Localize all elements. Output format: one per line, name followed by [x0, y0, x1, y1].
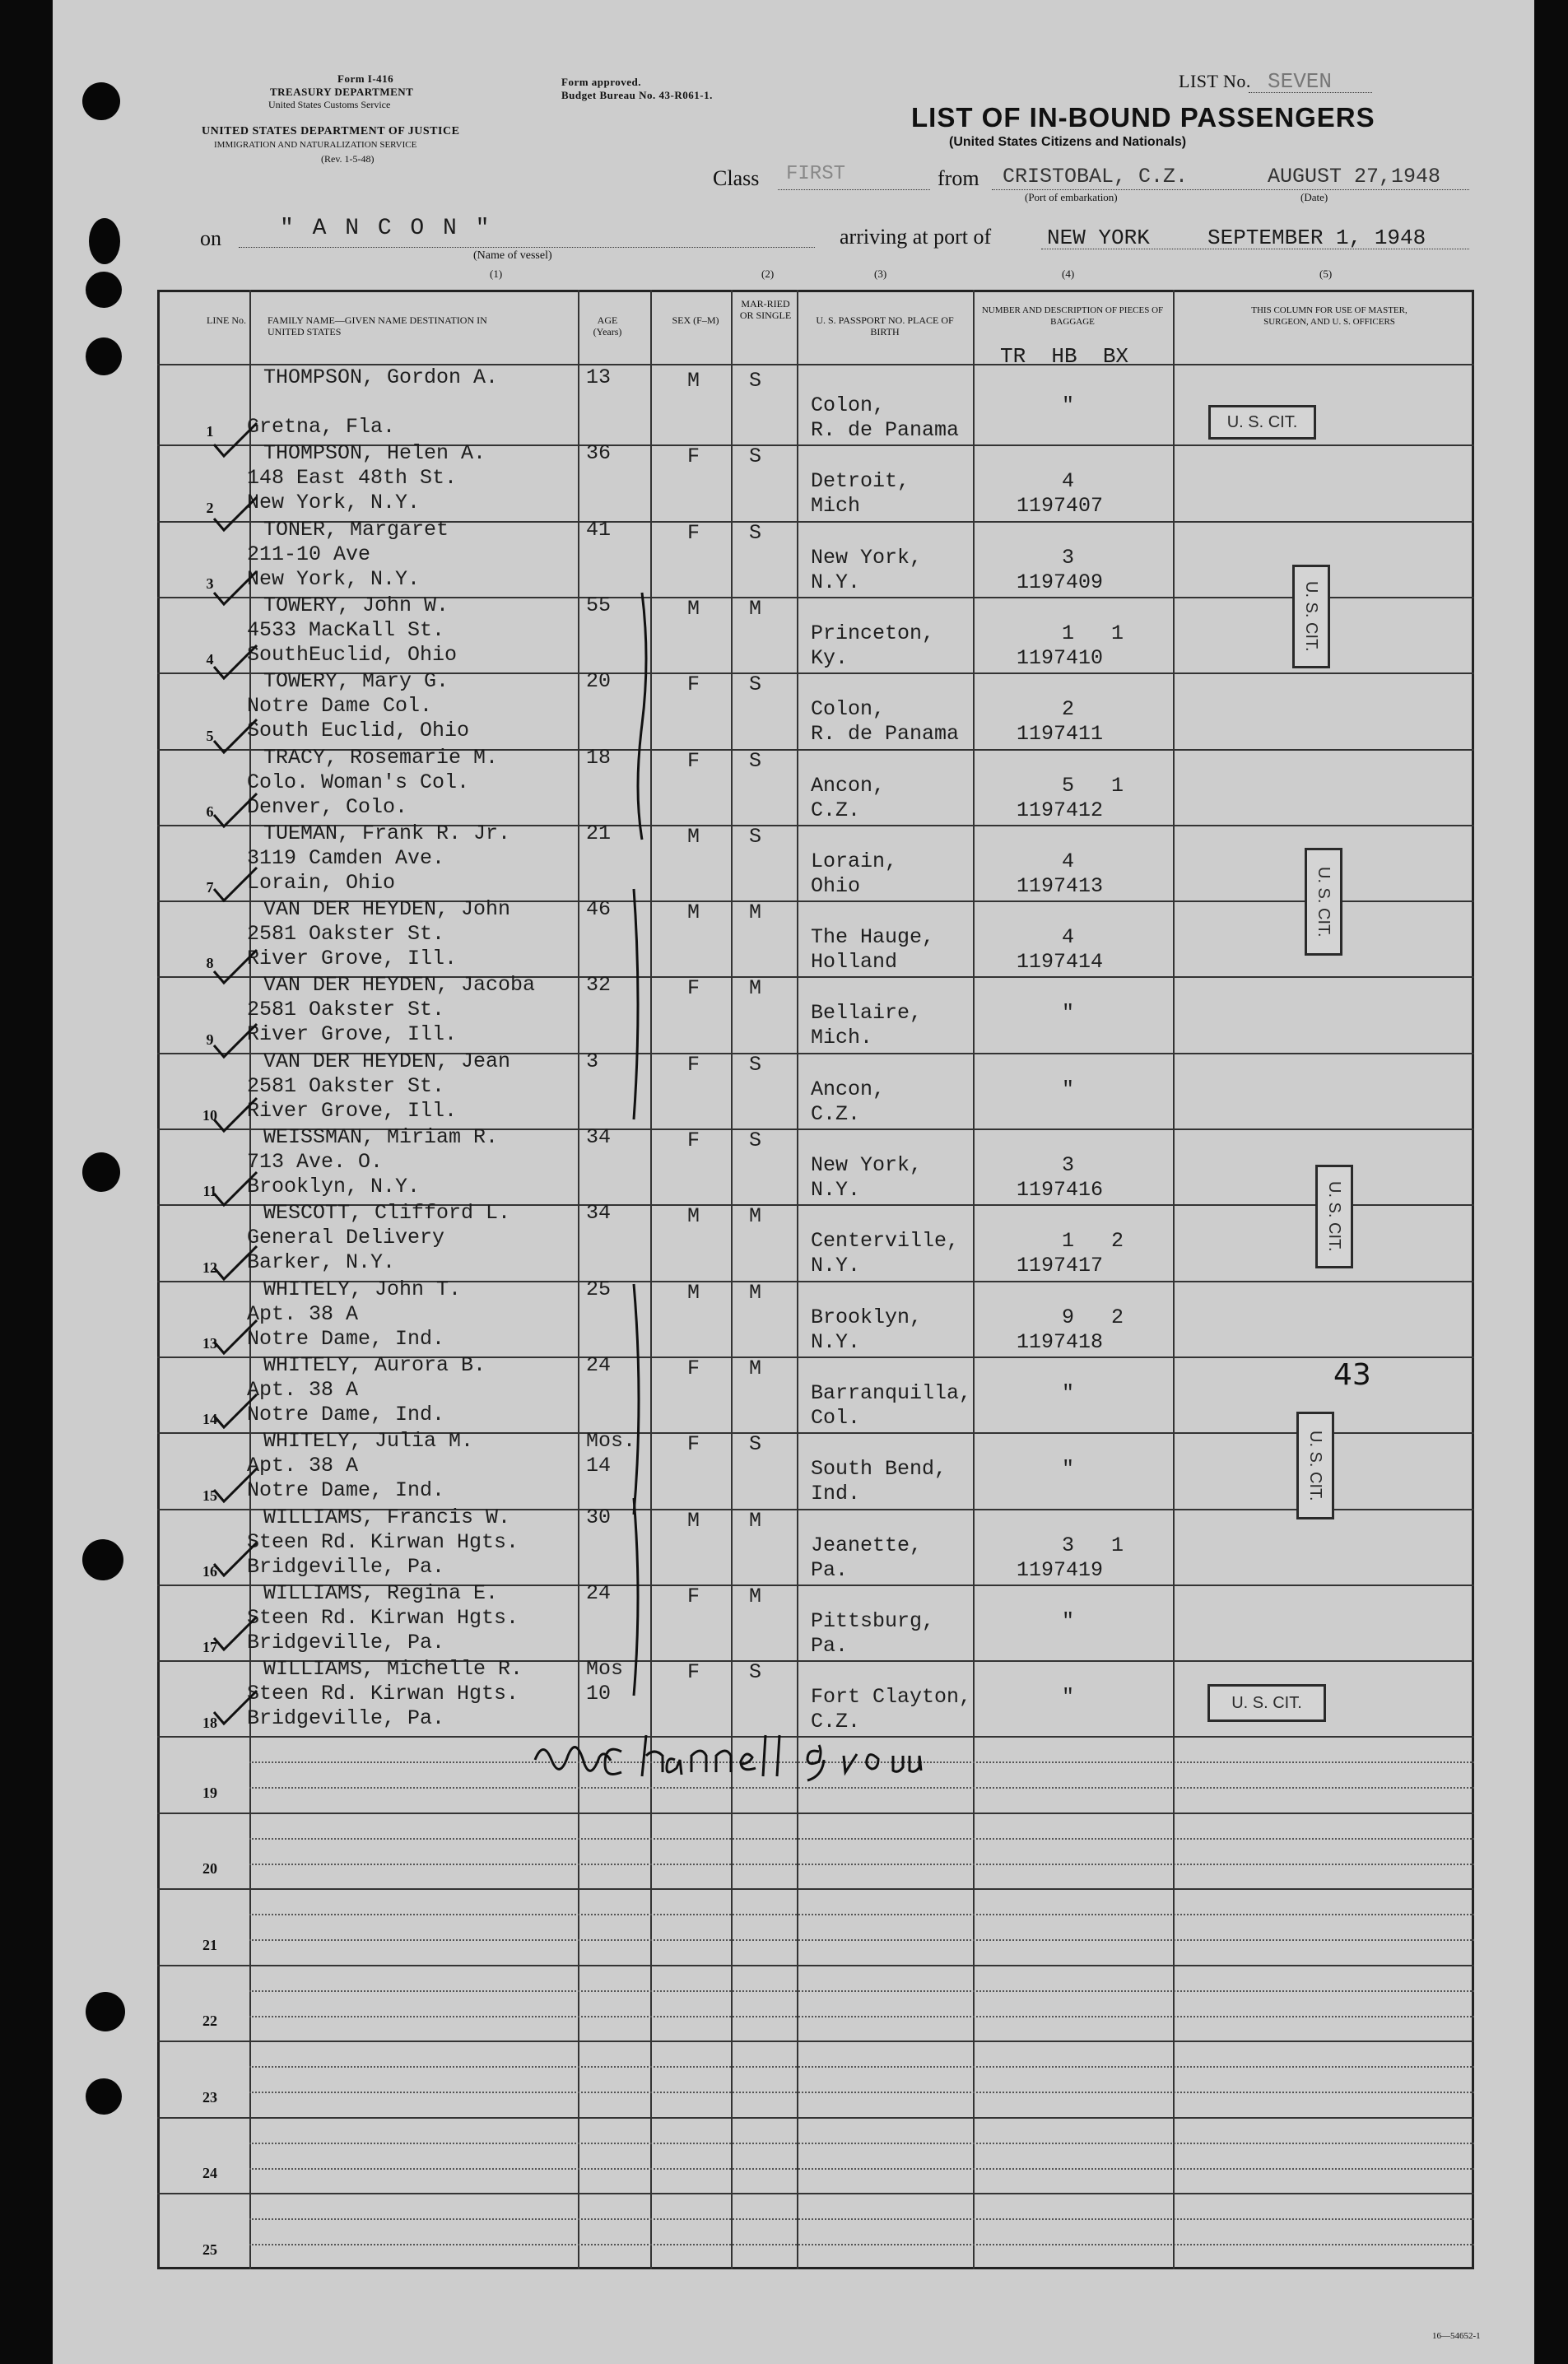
dotted-rule [249, 2143, 1474, 2144]
vessel-caption: (Name of vessel) [473, 249, 552, 262]
passenger-name: WHITELY, John T. [263, 1277, 462, 1301]
birthplace-region: C.Z. [811, 1101, 861, 1126]
line-number: 1 [206, 423, 214, 440]
baggage-count: 3 [1062, 1153, 1075, 1177]
passenger-destination: Lorain, Ohio [247, 870, 396, 895]
dotted-rule [249, 1864, 1474, 1865]
list-no-value: SEVEN [1268, 69, 1333, 94]
line-number: 8 [206, 955, 214, 972]
baggage-count: 1 2 [1062, 1229, 1124, 1254]
birthplace-city: Colon, [811, 393, 886, 417]
row-divider [157, 1888, 1474, 1890]
birthplace-region: Col. [811, 1405, 861, 1430]
passenger-sex: F [687, 976, 700, 1001]
birthplace-city: Fort Clayton, [811, 1685, 972, 1710]
line-number: 19 [202, 1784, 217, 1801]
passenger-sex: F [687, 1356, 700, 1380]
birthplace-city: New York, [811, 545, 923, 570]
passenger-address: 3119 Camden Ave. [247, 845, 445, 870]
binder-hole [89, 218, 120, 264]
marital-status: S [749, 1432, 762, 1457]
page-subtitle: (United States Citizens and Nationals) [949, 135, 1187, 149]
passenger-age: 20 [586, 669, 612, 694]
dotted-rule [249, 1990, 1474, 1992]
line-number: 16 [202, 1562, 217, 1580]
class-value: FIRST [786, 163, 846, 185]
passenger-name: VAN DER HEYDEN, John [263, 897, 511, 922]
passenger-sex: M [687, 1280, 700, 1305]
birthplace-city: New York, [811, 1153, 923, 1177]
passenger-destination: New York, N.Y. [247, 491, 421, 515]
binder-hole [86, 272, 122, 308]
passenger-name: THOMPSON, Gordon A. [263, 365, 499, 389]
passport-number: 1197410 [1017, 645, 1104, 670]
column-divider [1173, 290, 1175, 2269]
col-num-3: (3) [874, 268, 887, 280]
birthplace-city: Colon, [811, 697, 886, 722]
passenger-destination: Bridgeville, Pa. [247, 1554, 445, 1579]
passenger-sex: F [687, 1052, 700, 1077]
form-number: Form I-416 [337, 72, 394, 85]
baggage-count: " [1062, 393, 1075, 417]
binder-hole [82, 1539, 123, 1580]
birthplace-city: Ancon, [811, 773, 886, 798]
revision: (Rev. 1-5-48) [321, 153, 375, 165]
dotted-line [1249, 92, 1372, 93]
passenger-address: 211-10 Ave [247, 542, 371, 566]
passenger-destination: SouthEuclid, Ohio [247, 642, 458, 667]
passenger-address: Steen Rd. Kirwan Hgts. [247, 1605, 519, 1630]
passenger-address: Apt. 38 A [247, 1301, 359, 1326]
baggage-count: 1 1 [1062, 621, 1124, 645]
baggage-count: 3 [1062, 545, 1075, 570]
passenger-sex: F [687, 520, 700, 545]
birthplace-region: C.Z. [811, 798, 861, 822]
marital-status: M [749, 1584, 762, 1608]
passenger-destination: South Euclid, Ohio [247, 719, 470, 743]
passenger-sex: F [687, 1432, 700, 1457]
col-header-sex: SEX (F–M) [672, 314, 719, 326]
on-label: on [200, 226, 221, 250]
us-cit-stamp: U. S. CIT. [1296, 1412, 1334, 1519]
col-num-1: (1) [490, 268, 503, 280]
baggage-count: 3 1 [1062, 1533, 1124, 1557]
line-number: 9 [206, 1031, 214, 1048]
passenger-name: WILLIAMS, Michelle R. [263, 1657, 523, 1682]
birthplace-city: Barranquilla, [811, 1380, 972, 1405]
line-number: 12 [202, 1259, 217, 1276]
us-cit-stamp: U. S. CIT. [1315, 1165, 1353, 1268]
birthplace-city: South Bend, [811, 1457, 947, 1482]
budget-bureau: Budget Bureau No. 43-R061-1. [561, 89, 713, 101]
form-approved: Form approved. [561, 76, 642, 88]
marital-status: M [749, 1204, 762, 1229]
marital-status: S [749, 369, 762, 393]
line-number: 11 [202, 1183, 217, 1200]
passenger-address: Notre Dame Col. [247, 694, 433, 719]
us-cit-stamp: U. S. CIT. [1208, 405, 1316, 440]
passenger-age: 24 [586, 1352, 612, 1377]
baggage-count: 9 2 [1062, 1305, 1124, 1329]
passport-number: 1197417 [1017, 1254, 1104, 1278]
passenger-address: 713 Ave. O. [247, 1150, 384, 1174]
port-of-embarkation: CRISTOBAL, C.Z. [1003, 165, 1189, 188]
dotted-rule [249, 2218, 1474, 2220]
birthplace-region: Ohio [811, 873, 861, 898]
marital-status: S [749, 520, 762, 545]
marital-status: S [749, 748, 762, 773]
column-divider [797, 290, 798, 2269]
passenger-age: 18 [586, 745, 612, 770]
marital-status: S [749, 1052, 762, 1077]
passenger-destination: Bridgeville, Pa. [247, 1630, 445, 1654]
passenger-age: 24 [586, 1580, 612, 1605]
baggage-count: 4 [1062, 849, 1075, 873]
passenger-name: TRACY, Rosemarie M. [263, 745, 499, 770]
passenger-name: TOWERY, Mary G. [263, 669, 449, 694]
dotted-rule [249, 2092, 1474, 2093]
passenger-sex: M [687, 596, 700, 621]
handwritten-count: 43 [1333, 1358, 1371, 1392]
col-header-age: AGE (Years) [593, 314, 622, 337]
dotted-rule [249, 2168, 1474, 2170]
passenger-age: 30 [586, 1505, 612, 1529]
baggage-count: " [1062, 1001, 1075, 1026]
binder-hole [82, 82, 120, 120]
dotted-rule [249, 2244, 1474, 2245]
passenger-name: WESCOTT, Clifford L. [263, 1201, 511, 1226]
passenger-destination: Denver, Colo. [247, 794, 408, 819]
handwritten-signature [531, 1727, 1025, 1785]
baggage-count: " [1062, 1685, 1075, 1710]
birthplace-city: Brooklyn, [811, 1305, 923, 1329]
passenger-age: 34 [586, 1201, 612, 1226]
birthplace-region: N.Y. [811, 1329, 861, 1354]
passenger-destination: Notre Dame, Ind. [247, 1402, 445, 1426]
marital-status: S [749, 824, 762, 849]
baggage-count: " [1062, 1077, 1075, 1101]
birthplace-region: R. de Panama [811, 722, 960, 747]
dotted-rule [249, 2016, 1474, 2017]
line-number: 22 [202, 2013, 217, 2030]
row-divider [157, 1965, 1474, 1966]
col-num-2: (2) [761, 268, 775, 280]
line-number: 15 [202, 1487, 217, 1504]
col-header-passport: U. S. PASSPORT NO. PLACE OF BIRTH [816, 314, 954, 337]
dotted-rule [249, 1787, 1474, 1789]
passenger-address: 2581 Oakster St. [247, 1073, 445, 1098]
line-number: 23 [202, 2088, 217, 2106]
passenger-age: 36 [586, 441, 612, 466]
passenger-address: 4533 MacKall St. [247, 617, 445, 642]
passenger-name: WHITELY, Aurora B. [263, 1352, 486, 1377]
marital-status: M [749, 1508, 762, 1533]
line-number: 2 [206, 499, 214, 516]
passenger-age: 13 [586, 365, 612, 389]
birthplace-region: N.Y. [811, 1178, 861, 1202]
page-title: LIST OF IN-BOUND PASSENGERS [911, 102, 1375, 133]
vessel-name: " A N C O N " [280, 216, 492, 241]
birthplace-city: Princeton, [811, 621, 935, 645]
passenger-age: 21 [586, 821, 612, 845]
passenger-age: Mos. 14 [586, 1429, 636, 1478]
birthplace-city: Lorain, [811, 849, 898, 873]
class-label: Class [713, 166, 760, 190]
col-header-line: LINE No. [207, 314, 246, 326]
passenger-address: General Delivery [247, 1226, 445, 1250]
marital-status: S [749, 1128, 762, 1152]
port-caption: (Port of embarkation) [1025, 191, 1118, 203]
line-number: 25 [202, 2241, 217, 2258]
passport-number: 1197409 [1017, 570, 1104, 594]
passenger-name: TOWERY, John W. [263, 593, 449, 617]
from-label: from [938, 166, 979, 190]
passenger-name: WEISSMAN, Miriam R. [263, 1125, 499, 1149]
passenger-destination: Notre Dame, Ind. [247, 1326, 445, 1351]
line-number: 18 [202, 1715, 217, 1732]
passenger-sex: M [687, 1204, 700, 1229]
passenger-address: Steen Rd. Kirwan Hgts. [247, 1682, 519, 1706]
passenger-sex: F [687, 1128, 700, 1152]
birthplace-region: Mich. [811, 1026, 873, 1050]
passenger-address: Apt. 38 A [247, 1377, 359, 1402]
baggage-subheader: TR HB BX [1000, 344, 1129, 369]
justice-department: UNITED STATES DEPARTMENT OF JUSTICE [202, 125, 460, 137]
birthplace-city: Jeanette, [811, 1533, 923, 1557]
baggage-count: " [1062, 1608, 1075, 1633]
passenger-address: 2581 Oakster St. [247, 998, 445, 1022]
birthplace-region: Holland [811, 950, 898, 975]
treasury-department: TREASURY DEPARTMENT [270, 86, 414, 98]
col-num-4: (4) [1062, 268, 1075, 280]
passenger-sex: F [687, 672, 700, 697]
dotted-line [992, 189, 1469, 190]
passenger-destination: Bridgeville, Pa. [247, 1706, 445, 1731]
line-number: 10 [202, 1107, 217, 1124]
baggage-count: 4 [1062, 925, 1075, 950]
passport-number: 1197416 [1017, 1178, 1104, 1202]
baggage-count: " [1062, 1380, 1075, 1405]
passenger-name: THOMPSON, Helen A. [263, 441, 486, 466]
birthplace-region: Ind. [811, 1482, 861, 1506]
dotted-rule [249, 1939, 1474, 1941]
col-header-married: MAR-RIED OR SINGLE [739, 298, 792, 321]
line-number: 5 [206, 727, 214, 744]
dotted-rule [249, 2066, 1474, 2068]
marital-status: M [749, 1280, 762, 1305]
arrival-port: NEW YORK [1047, 226, 1150, 250]
line-number: 4 [206, 651, 214, 668]
passport-number: 1197418 [1017, 1329, 1104, 1354]
baggage-count: " [1062, 1457, 1075, 1482]
passport-number: 1197411 [1017, 722, 1104, 747]
marital-status: M [749, 1356, 762, 1380]
marital-status: S [749, 672, 762, 697]
col-header-name: FAMILY NAME—GIVEN NAME DESTINATION IN UNITED STATES [268, 314, 487, 337]
line-number: 7 [206, 879, 214, 896]
handwritten-checkmarks [198, 395, 272, 1761]
birthplace-region: C.Z. [811, 1710, 861, 1734]
marital-status: M [749, 900, 762, 925]
passenger-age: Mos 10 [586, 1657, 624, 1706]
birthplace-region: N.Y. [811, 570, 861, 594]
line-number: 20 [202, 1860, 217, 1878]
passenger-address: Steen Rd. Kirwan Hgts. [247, 1529, 519, 1554]
passenger-age: 32 [586, 973, 612, 998]
passenger-destination: Brooklyn, N.Y. [247, 1175, 421, 1198]
baggage-count: 4 [1062, 469, 1075, 494]
birthplace-region: Pa. [811, 1633, 849, 1658]
passenger-name: VAN DER HEYDEN, Jacoba [263, 973, 536, 998]
passenger-sex: M [687, 369, 700, 393]
passenger-sex: F [687, 1584, 700, 1608]
line-number: 24 [202, 2165, 217, 2182]
passport-number: 1197413 [1017, 873, 1104, 898]
col-header-baggage: NUMBER AND DESCRIPTION OF PIECES OF BAGGAGE [981, 305, 1164, 327]
passenger-sex: F [687, 748, 700, 773]
us-cit-stamp: U. S. CIT. [1305, 848, 1342, 956]
passenger-address: Colo. Woman's Col. [247, 770, 470, 794]
col-num-5: (5) [1319, 268, 1333, 280]
passenger-destination: River Grove, Ill. [247, 947, 458, 971]
passport-number: 1197412 [1017, 798, 1104, 822]
passenger-address: 2581 Oakster St. [247, 922, 445, 947]
line-number: 6 [206, 803, 214, 820]
marital-status: M [749, 596, 762, 621]
binder-hole [86, 1992, 125, 2031]
birthplace-city: Centerville, [811, 1229, 960, 1254]
arrival-date: SEPTEMBER 1, 1948 [1207, 226, 1426, 250]
line-number: 13 [202, 1334, 217, 1352]
passenger-destination: Gretna, Fla. [247, 415, 396, 439]
column-divider [973, 290, 975, 2269]
birthplace-city: Ancon, [811, 1077, 886, 1101]
us-cit-stamp: U. S. CIT. [1207, 1684, 1326, 1722]
passenger-sex: F [687, 444, 700, 469]
passenger-destination: River Grove, Ill. [247, 1022, 458, 1047]
passenger-sex: M [687, 900, 700, 925]
birthplace-region: R. de Panama [811, 418, 960, 442]
column-divider [578, 290, 579, 2269]
embarkation-date: AUGUST 27,1948 [1268, 165, 1441, 188]
passenger-destination: New York, N.Y. [247, 566, 421, 591]
passport-number: 1197414 [1017, 950, 1104, 975]
row-divider [157, 2041, 1474, 2042]
line-number: 14 [202, 1411, 217, 1428]
passenger-sex: M [687, 1508, 700, 1533]
passport-number: 1197419 [1017, 1557, 1104, 1582]
line-number: 17 [202, 1639, 217, 1656]
birthplace-city: Detroit, [811, 469, 910, 494]
row-divider [157, 2117, 1474, 2119]
dotted-line [239, 247, 815, 248]
passenger-destination: Barker, N.Y. [247, 1250, 396, 1275]
marital-status: M [749, 976, 762, 1001]
row-divider [157, 2193, 1474, 2194]
passenger-name: VAN DER HEYDEN, Jean [263, 1049, 511, 1073]
ins-service: IMMIGRATION AND NATURALIZATION SERVICE [214, 140, 417, 150]
passport-number: 1197407 [1017, 494, 1104, 519]
passenger-name: TONER, Margaret [263, 517, 449, 542]
dotted-rule [249, 1914, 1474, 1915]
birthplace-region: Mich [811, 494, 861, 519]
passenger-age: 25 [586, 1277, 612, 1301]
dotted-line [778, 189, 930, 190]
birthplace-region: Pa. [811, 1557, 849, 1582]
passenger-address: 148 East 48th St. [247, 466, 458, 491]
birthplace-city: The Hauge, [811, 925, 935, 950]
print-code: 16—54652-1 [1432, 2331, 1481, 2341]
handwritten-brackets [626, 576, 741, 1729]
passenger-age: 41 [586, 517, 612, 542]
dotted-rule [249, 1838, 1474, 1840]
passenger-age: 55 [586, 593, 612, 617]
passenger-destination: Notre Dame, Ind. [247, 1478, 445, 1503]
passenger-age: 46 [586, 897, 612, 922]
baggage-count: 5 1 [1062, 773, 1124, 798]
col-header-officers: THIS COLUMN FOR USE OF MASTER, SURGEON, AND U. S. OFFICERS [1251, 305, 1407, 327]
passenger-name: WILLIAMS, Francis W. [263, 1505, 511, 1529]
passenger-name: WILLIAMS, Regina E. [263, 1580, 499, 1605]
marital-status: S [749, 1660, 762, 1685]
passenger-name: TUEMAN, Frank R. Jr. [263, 821, 511, 845]
list-no-label: LIST No. [1179, 71, 1251, 91]
line-number: 21 [202, 1936, 217, 1953]
birthplace-region: N.Y. [811, 1254, 861, 1278]
baggage-count: 2 [1062, 697, 1075, 722]
us-cit-stamp: U. S. CIT. [1292, 565, 1330, 668]
customs-service: United States Customs Service [268, 99, 391, 110]
binder-hole [82, 1152, 120, 1192]
date-caption: (Date) [1300, 191, 1328, 203]
birthplace-city: Pittsburg, [811, 1608, 935, 1633]
passenger-age: 3 [586, 1049, 599, 1073]
birthplace-city: Bellaire, [811, 1001, 923, 1026]
line-number: 3 [206, 575, 214, 592]
passenger-age: 34 [586, 1125, 612, 1149]
passenger-name: WHITELY, Julia M. [263, 1429, 474, 1454]
passenger-address: Apt. 38 A [247, 1454, 359, 1478]
arriving-label: arriving at port of [840, 225, 992, 249]
row-divider [157, 1813, 1474, 1814]
marital-status: S [749, 444, 762, 469]
passenger-sex: F [687, 1660, 700, 1685]
birthplace-region: Ky. [811, 645, 849, 670]
passenger-sex: M [687, 824, 700, 849]
binder-hole [86, 337, 122, 375]
binder-hole [86, 2078, 122, 2115]
passenger-destination: River Grove, Ill. [247, 1098, 458, 1123]
